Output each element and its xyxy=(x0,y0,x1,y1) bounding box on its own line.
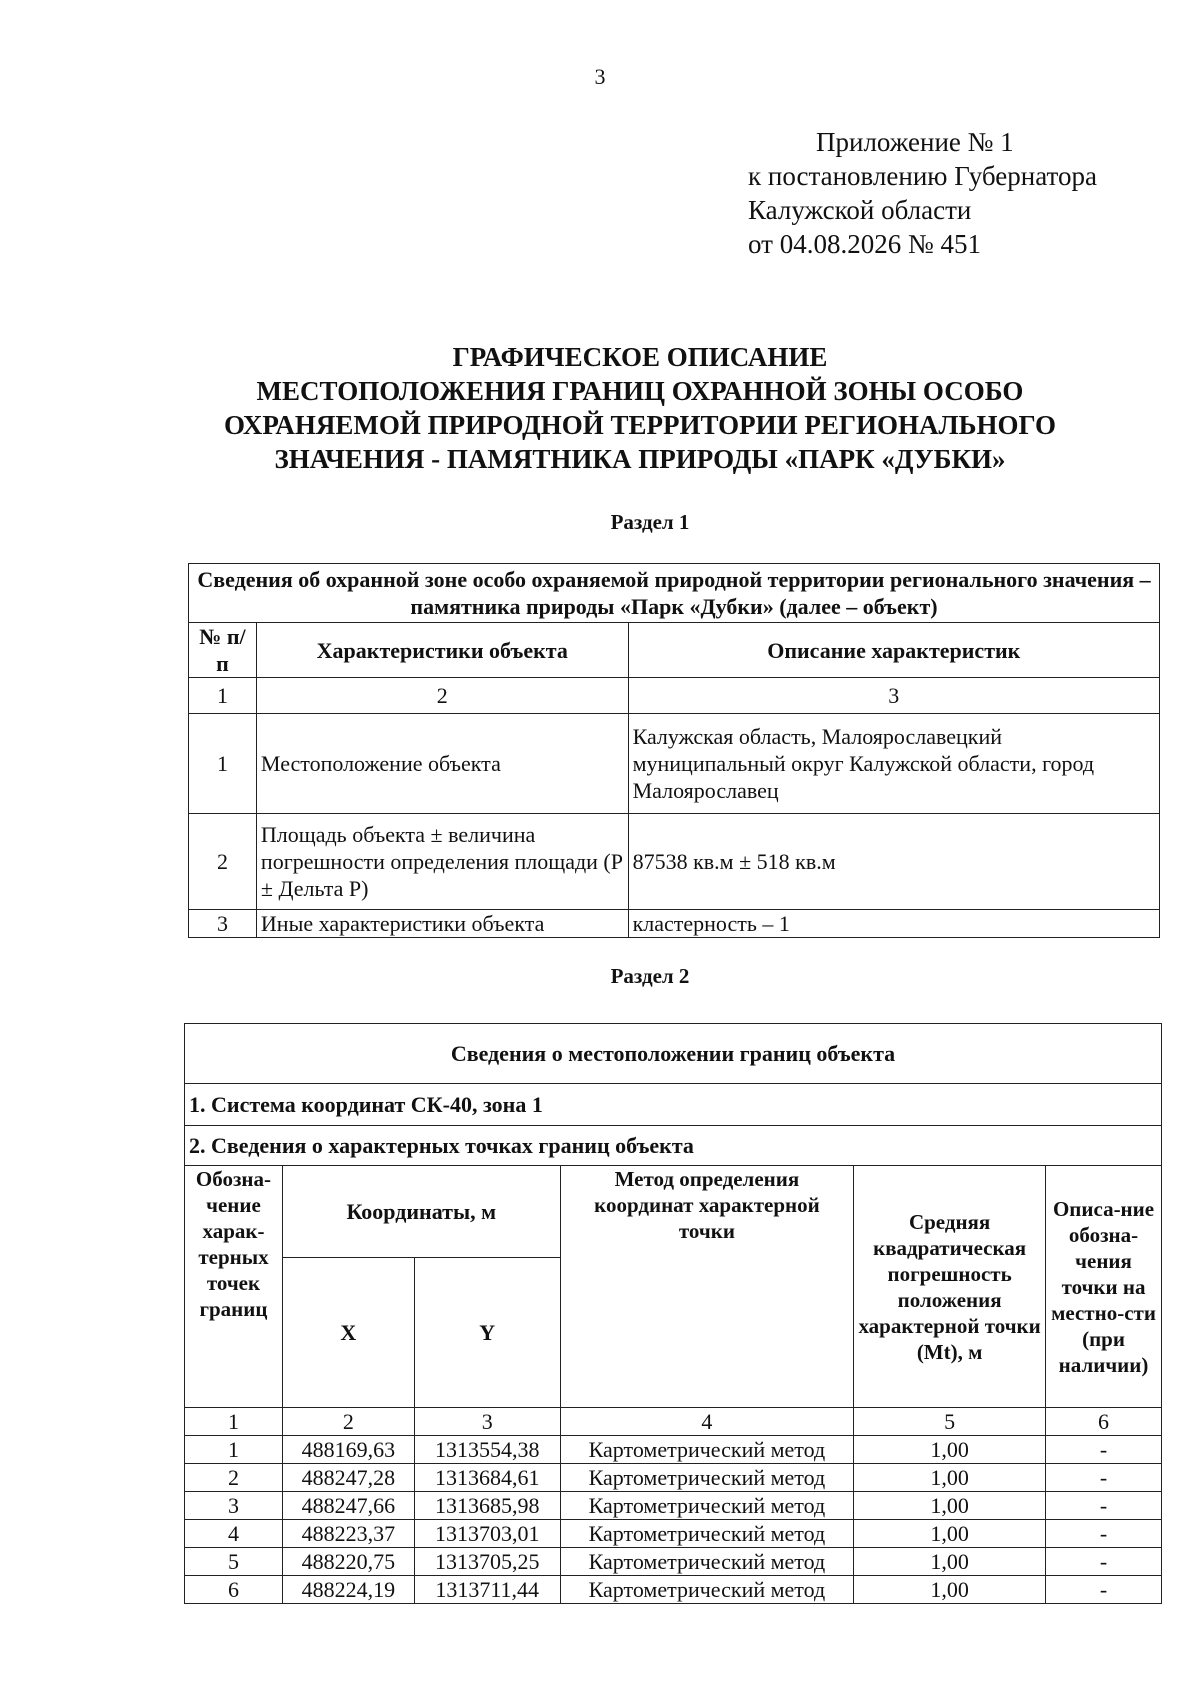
point-error: 1,00 xyxy=(854,1548,1046,1576)
col-header-designation: Обозна-чение харак-терных точек границ xyxy=(185,1166,283,1408)
row-description: 87538 кв.м ± 518 кв.м xyxy=(628,814,1159,910)
table-row xyxy=(189,814,1160,910)
row-characteristic: Иные характеристики объекта xyxy=(256,910,628,938)
page-number: 3 xyxy=(594,64,606,89)
point-x: 488169,63 xyxy=(282,1436,414,1464)
table-row xyxy=(185,1464,1162,1492)
points-subheader: 2. Сведения о характерных точках границ объекта xyxy=(185,1126,1162,1166)
row-description: кластерность – 1 xyxy=(628,910,1159,938)
point-description: - xyxy=(1046,1436,1162,1464)
col-header-x: X xyxy=(282,1258,414,1408)
point-method: Картометрический метод xyxy=(560,1576,854,1604)
point-error: 1,00 xyxy=(854,1520,1046,1548)
col-header-method: Метод определения координат характерной точки xyxy=(560,1166,854,1408)
col-number-6: 6 xyxy=(1046,1408,1162,1436)
table-row xyxy=(185,1492,1162,1520)
section-2-label: Раздел 2 xyxy=(610,964,690,988)
col-number-2: 2 xyxy=(282,1408,414,1436)
col-header-number: № п/п xyxy=(189,623,257,678)
col-number-5: 5 xyxy=(854,1408,1046,1436)
point-method: Картометрический метод xyxy=(560,1548,854,1576)
appendix-block xyxy=(748,125,1097,261)
table-row xyxy=(185,1436,1162,1464)
point-y: 1313705,25 xyxy=(414,1548,560,1576)
row-description: Калужская область, Малоярославецкий муниципальный округ Калужской области, город Малоярославец xyxy=(628,714,1159,814)
table-row xyxy=(185,1548,1162,1576)
point-description: - xyxy=(1046,1492,1162,1520)
row-number: 1 xyxy=(189,714,257,814)
document-title xyxy=(150,340,1130,476)
row-number: 3 xyxy=(189,910,257,938)
point-method: Картометрический метод xyxy=(560,1436,854,1464)
point-number: 6 xyxy=(185,1576,283,1604)
point-method: Картометрический метод xyxy=(560,1464,854,1492)
section-1-header: Сведения об охранной зоне особо охраняемой природной территории регионального значения – памятника природы «Парк «Дубки» (далее – объект) xyxy=(189,564,1160,623)
table-row xyxy=(185,1576,1162,1604)
point-description: - xyxy=(1046,1464,1162,1492)
appendix-line-1: Приложение № 1 xyxy=(816,127,1014,157)
title-line-4: ЗНАЧЕНИЯ - ПАМЯТНИКА ПРИРОДЫ «ПАРК «ДУБКИ» xyxy=(274,444,1006,474)
title-line-1: ГРАФИЧЕСКОЕ ОПИСАНИЕ xyxy=(452,342,828,372)
point-method: Картометрический метод xyxy=(560,1492,854,1520)
point-y: 1313703,01 xyxy=(414,1520,560,1548)
point-number: 4 xyxy=(185,1520,283,1548)
point-error: 1,00 xyxy=(854,1464,1046,1492)
point-y: 1313711,44 xyxy=(414,1576,560,1604)
point-x: 488220,75 xyxy=(282,1548,414,1576)
col-header-y: Y xyxy=(414,1258,560,1408)
point-method: Картометрический метод xyxy=(560,1520,854,1548)
col-number-4: 4 xyxy=(560,1408,854,1436)
col-header-characteristic: Характеристики объекта xyxy=(256,623,628,678)
point-number: 1 xyxy=(185,1436,283,1464)
point-number: 2 xyxy=(185,1464,283,1492)
coordinate-system: 1. Система координат СК-40, зона 1 xyxy=(185,1084,1162,1126)
section-2-table xyxy=(184,1023,1162,1604)
point-description: - xyxy=(1046,1548,1162,1576)
point-x: 488247,28 xyxy=(282,1464,414,1492)
appendix-line-3: Калужской области xyxy=(748,195,972,225)
col-number-3: 3 xyxy=(628,678,1159,714)
col-header-location-desc: Описа-ние обозна-чения точки на местно-сти (при наличии) xyxy=(1046,1166,1162,1408)
col-header-description: Описание характеристик xyxy=(628,623,1159,678)
point-x: 488224,19 xyxy=(282,1576,414,1604)
point-y: 1313685,98 xyxy=(414,1492,560,1520)
appendix-line-2: к постановлению Губернатора xyxy=(748,161,1097,191)
col-number-1: 1 xyxy=(185,1408,283,1436)
row-characteristic: Площадь объекта ± величина погрешности определения площади (Р ± Дельта Р) xyxy=(256,814,628,910)
point-x: 488223,37 xyxy=(282,1520,414,1548)
row-number: 2 xyxy=(189,814,257,910)
point-y: 1313554,38 xyxy=(414,1436,560,1464)
table-row xyxy=(189,714,1160,814)
section-2-header: Сведения о местоположении границ объекта xyxy=(185,1024,1162,1084)
col-number-3: 3 xyxy=(414,1408,560,1436)
point-error: 1,00 xyxy=(854,1436,1046,1464)
point-error: 1,00 xyxy=(854,1492,1046,1520)
title-line-2: МЕСТОПОЛОЖЕНИЯ ГРАНИЦ ОХРАННОЙ ЗОНЫ ОСОБО xyxy=(256,376,1024,406)
point-number: 3 xyxy=(185,1492,283,1520)
col-header-coordinates: Координаты, м xyxy=(282,1166,560,1258)
col-number-2: 2 xyxy=(256,678,628,714)
col-header-error: Средняя квадратическая погрешность положения характерной точки (Mt), м xyxy=(854,1166,1046,1408)
point-x: 488247,66 xyxy=(282,1492,414,1520)
point-y: 1313684,61 xyxy=(414,1464,560,1492)
point-error: 1,00 xyxy=(854,1576,1046,1604)
table-row xyxy=(189,910,1160,938)
section-1-table xyxy=(188,563,1160,938)
point-number: 5 xyxy=(185,1548,283,1576)
appendix-line-4: от 04.08.2026 № 451 xyxy=(748,229,981,259)
point-description: - xyxy=(1046,1576,1162,1604)
row-characteristic: Местоположение объекта xyxy=(256,714,628,814)
point-description: - xyxy=(1046,1520,1162,1548)
title-line-3: ОХРАНЯЕМОЙ ПРИРОДНОЙ ТЕРРИТОРИИ РЕГИОНАЛЬНОГО xyxy=(223,410,1057,440)
table-row xyxy=(185,1520,1162,1548)
col-number-1: 1 xyxy=(189,678,257,714)
section-1-label: Раздел 1 xyxy=(610,510,690,534)
